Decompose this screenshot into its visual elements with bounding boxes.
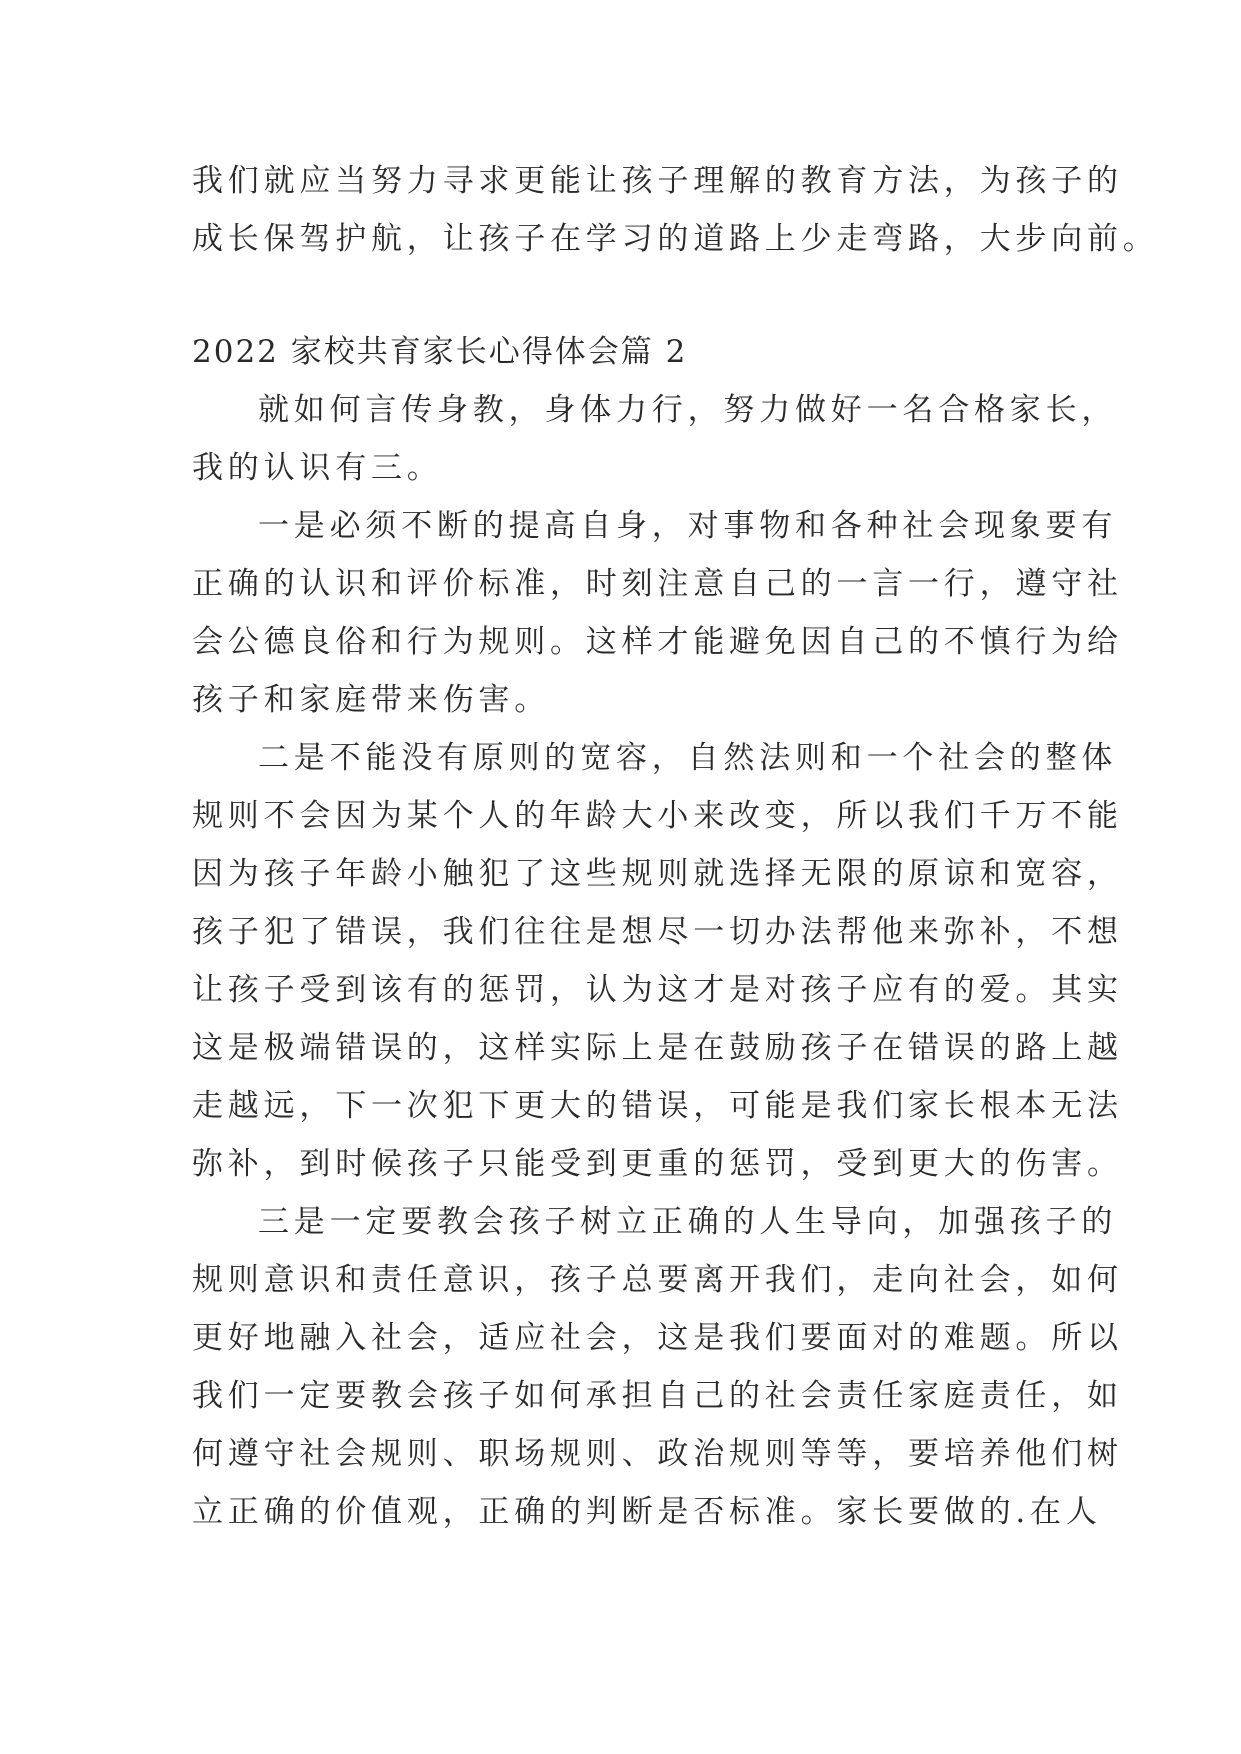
text-line: 我的认识有三。 [192,450,443,486]
text-line: 让孩子受到该有的惩罚，认为这才是对孩子应有的爱。其实 [192,972,1123,1008]
text-line: 我们就应当努力寻求更能让孩子理解的教育方法，为孩子的 [192,163,1123,199]
text-line: 这是极端错误的，这样实际上是在鼓励孩子在错误的路上越 [192,1030,1123,1066]
paragraph-2 [192,497,1123,729]
text-line: 会公德良俗和行为规则。这样才能避免因自己的不慎行为给 [192,624,1123,660]
text-line: 二是不能没有原则的宽容，自然法则和一个社会的整体 [258,740,1118,776]
document-body [192,152,1159,1541]
text-line: 弥补，到时候孩子只能受到更重的惩罚，受到更大的伤害。 [192,1146,1123,1182]
text-line: 走越远，下一次犯下更大的错误，可能是我们家长根本无法 [192,1088,1123,1124]
text-line: 正确的认识和评价标准，时刻注意自己的一言一行，遵守社 [192,566,1123,602]
text-line: 孩子犯了错误，我们往往是想尽一切办法帮他来弥补，不想 [192,914,1123,950]
text-line: 因为孩子年龄小触犯了这些规则就选择无限的原谅和宽容， [192,856,1123,892]
text-line: 何遵守社会规则、职场规则、政治规则等等，要培养他们树 [192,1436,1123,1472]
text-line: 就如何言传身教，身体力行，努力做好一名合格家长， [258,392,1118,428]
paragraph-1 [192,381,1118,497]
text-line: 立正确的价值观，正确的判断是否标准。家长要做的.在人 [192,1494,1102,1530]
section-heading: 2022 家校共育家长心得体会篇 2 [192,334,688,370]
intro-paragraph [192,152,1159,268]
text-line: 孩子和家庭带来伤害。 [192,682,550,718]
text-line: 成长保驾护航，让孩子在学习的道路上少走弯路，大步向前。 [192,221,1159,257]
text-line: 规则不会因为某个人的年龄大小来改变，所以我们千万不能 [192,798,1123,834]
paragraph-3 [192,729,1123,1193]
text-line: 规则意识和责任意识，孩子总要离开我们，走向社会，如何 [192,1262,1123,1298]
text-line: 我们一定要教会孩子如何承担自己的社会责任家庭责任，如 [192,1378,1123,1414]
paragraph-4 [192,1193,1123,1541]
text-line: 更好地融入社会，适应社会，这是我们要面对的难题。所以 [192,1320,1123,1356]
text-line: 三是一定要教会孩子树立正确的人生导向，加强孩子的 [258,1204,1118,1240]
text-line: 一是必须不断的提高自身，对事物和各种社会现象要有 [258,508,1118,544]
